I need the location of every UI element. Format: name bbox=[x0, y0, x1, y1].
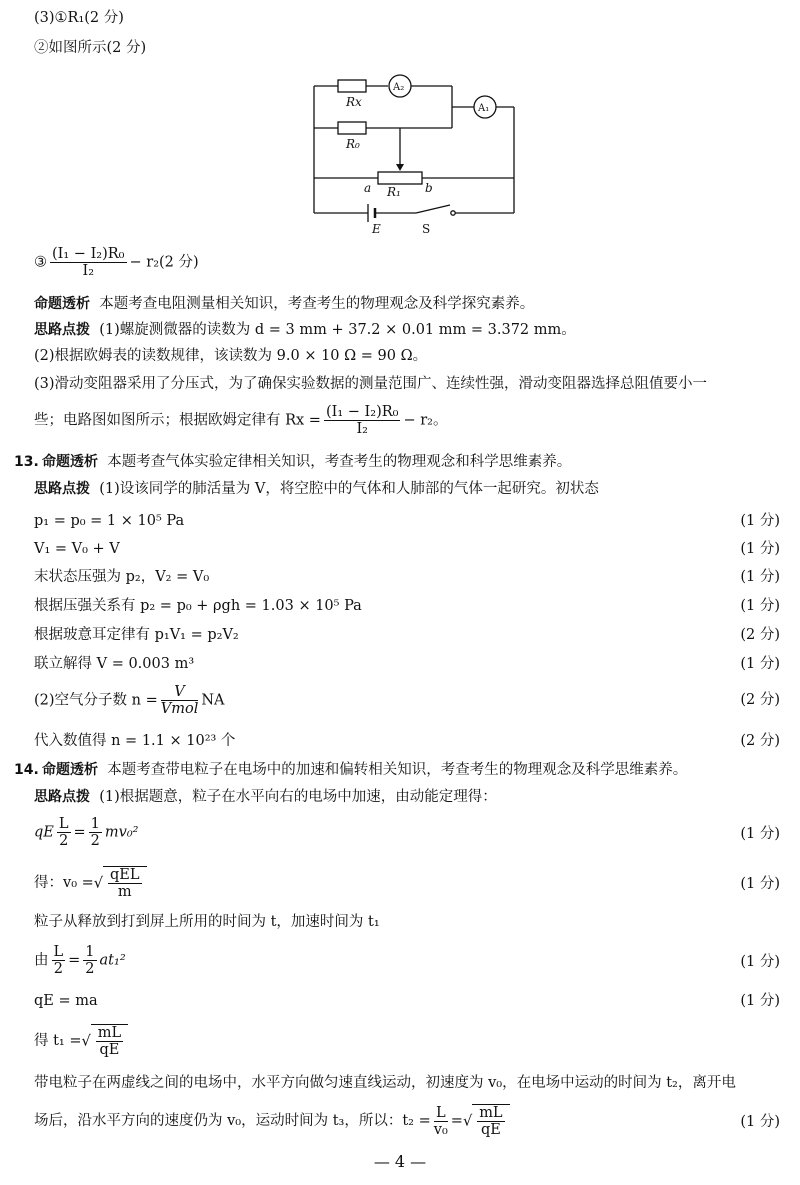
q14-eq4-score: (1 分) bbox=[740, 993, 780, 1009]
part3-line2: ②如图所示(2 分) bbox=[34, 40, 147, 56]
q13-score: (1 分) bbox=[740, 598, 780, 614]
q13-score: (1 分) bbox=[740, 569, 780, 585]
part3-line1: (3)①R₁(2 分) bbox=[34, 10, 124, 26]
q14-text1: 粒子从释放到打到屏上所用的时间为 t，加速时间为 t₁ bbox=[34, 914, 380, 930]
q14-eq1-score: (1 分) bbox=[740, 826, 780, 842]
r0-resistor bbox=[338, 122, 366, 134]
rx-resistor bbox=[338, 80, 366, 92]
slider-arrow-icon bbox=[396, 164, 404, 171]
q13-row: 联立解得 V = 0.003 m³ bbox=[34, 656, 195, 672]
label-s: S bbox=[422, 222, 431, 236]
q14-text3: 场后，沿水平方向的速度仍为 v₀，运动时间为 t₃，所以：t₂ = $\frac{L}{\text{v₀}}$ =√ $\frac{mL}{qE}$ bbox=[34, 1104, 510, 1138]
q13-row: p₁ = p₀ = 1 × 10⁵ Pa bbox=[34, 513, 185, 529]
q14-eq2: 得：v₀ =√ $\frac{\text{qEL}}{m}$ bbox=[34, 866, 147, 900]
q13-last: 代入数值得 n = 1.1 × 10²³ 个 bbox=[34, 733, 236, 749]
r1-rheostat bbox=[378, 172, 422, 184]
part3-formula: ③ $\frac{\text{(I₁ − I₂)R₀}}{\text{I₂}}$ − r₂(2 分) bbox=[34, 246, 199, 279]
q13-row: 根据玻意耳定律有 p₁V₁ = p₂V₂ bbox=[34, 627, 239, 643]
label-e: E bbox=[372, 222, 381, 236]
q14-eq2-score: (1 分) bbox=[740, 876, 780, 892]
q13-row: V₁ = V₀ + V bbox=[34, 541, 120, 557]
label-rx: Rx bbox=[346, 95, 362, 109]
label-a1: A₁ bbox=[478, 103, 490, 114]
q12-silu: 思路点拨 (1)螺旋测微器的读数为 d = 3 mm + 37.2 × 0.01 mm = 3.372 mm。 bbox=[34, 322, 576, 338]
switch-s bbox=[416, 205, 450, 213]
q14-mingti: 命题透析 本题考查带电粒子在电场中的加速和偏转相关知识，考查考生的物理观念及科学思维素养。 bbox=[42, 762, 688, 778]
q14-eq1: qE $\frac{L}{2}$ = $\frac{1}{2}$ mv₀² bbox=[34, 816, 139, 849]
q14-eq4: qE = ma bbox=[34, 993, 98, 1009]
q12-line2: (2)根据欧姆表的读数规律，该读数为 9.0 × 10 Ω = 90 Ω。 bbox=[34, 348, 428, 364]
q13-row: 末状态压强为 p₂，V₂ = V₀ bbox=[34, 569, 210, 585]
q12-mingti: 命题透析 本题考查电阻测量相关知识，考查考生的物理观念及科学探究素养。 bbox=[34, 296, 535, 312]
label-a: a bbox=[364, 181, 372, 195]
q13-score: (2 分) bbox=[740, 627, 780, 643]
circuit-diagram bbox=[300, 68, 530, 238]
q14-eq3-score: (1 分) bbox=[740, 954, 780, 970]
q13-silu: 思路点拨 (1)设该同学的肺活量为 V，将空腔中的气体和人肺部的气体一起研究。初状态 bbox=[34, 481, 599, 497]
page-number: — 4 — bbox=[373, 1152, 427, 1171]
q14-eq3: 由 $\frac{L}{2}$ = $\frac{1}{2}$ at₁² bbox=[34, 944, 126, 977]
q13-score: (1 分) bbox=[740, 513, 780, 529]
q13-row: 根据压强关系有 p₂ = p₀ + ρgh = 1.03 × 10⁵ Pa bbox=[34, 598, 362, 614]
q14-silu: 思路点拨 (1)根据题意，粒子在水平向右的电场中加速，由动能定理得： bbox=[34, 789, 497, 805]
q13-n-eq: (2)空气分子数 n = $\frac{V}{\text{Vmol}}$ NA bbox=[34, 684, 225, 717]
q12-line3: (3)滑动变阻器采用了分压式，为了确保实验数据的测量范围广、连续性强，滑动变阻器选择总阻值要小一 bbox=[34, 376, 708, 392]
q13-score: (1 分) bbox=[740, 656, 780, 672]
label-r1: R₁ bbox=[387, 185, 401, 199]
q14-text2: 带电粒子在两虚线之间的电场中，水平方向做匀速直线运动，初速度为 v₀，在电场中运动的时间为 t₂，离开电 bbox=[34, 1075, 736, 1091]
q13-mingti: 命题透析 本题考查气体实验定律相关知识，考查考生的物理观念和科学思维素养。 bbox=[42, 454, 572, 470]
q13-last-score: (2 分) bbox=[740, 733, 780, 749]
q14-eq5: 得 t₁ =√ $\frac{mL}{qE}$ bbox=[34, 1024, 128, 1058]
label-a2: A₂ bbox=[393, 82, 405, 93]
label-r0: R₀ bbox=[346, 137, 360, 151]
q12-line4: 些；电路图如图所示；根据欧姆定律有 Rx = $\frac{\text{(I₁ − I₂)R₀}}{\text{I₂}}$ − r₂。 bbox=[34, 404, 448, 437]
q14-number: 14. bbox=[14, 762, 39, 778]
q13-number: 13. bbox=[14, 454, 39, 470]
label-b: b bbox=[425, 181, 433, 195]
q13-score: (1 分) bbox=[740, 541, 780, 557]
q14-text3-score: (1 分) bbox=[740, 1114, 780, 1130]
q13-n-score: (2 分) bbox=[740, 692, 780, 708]
